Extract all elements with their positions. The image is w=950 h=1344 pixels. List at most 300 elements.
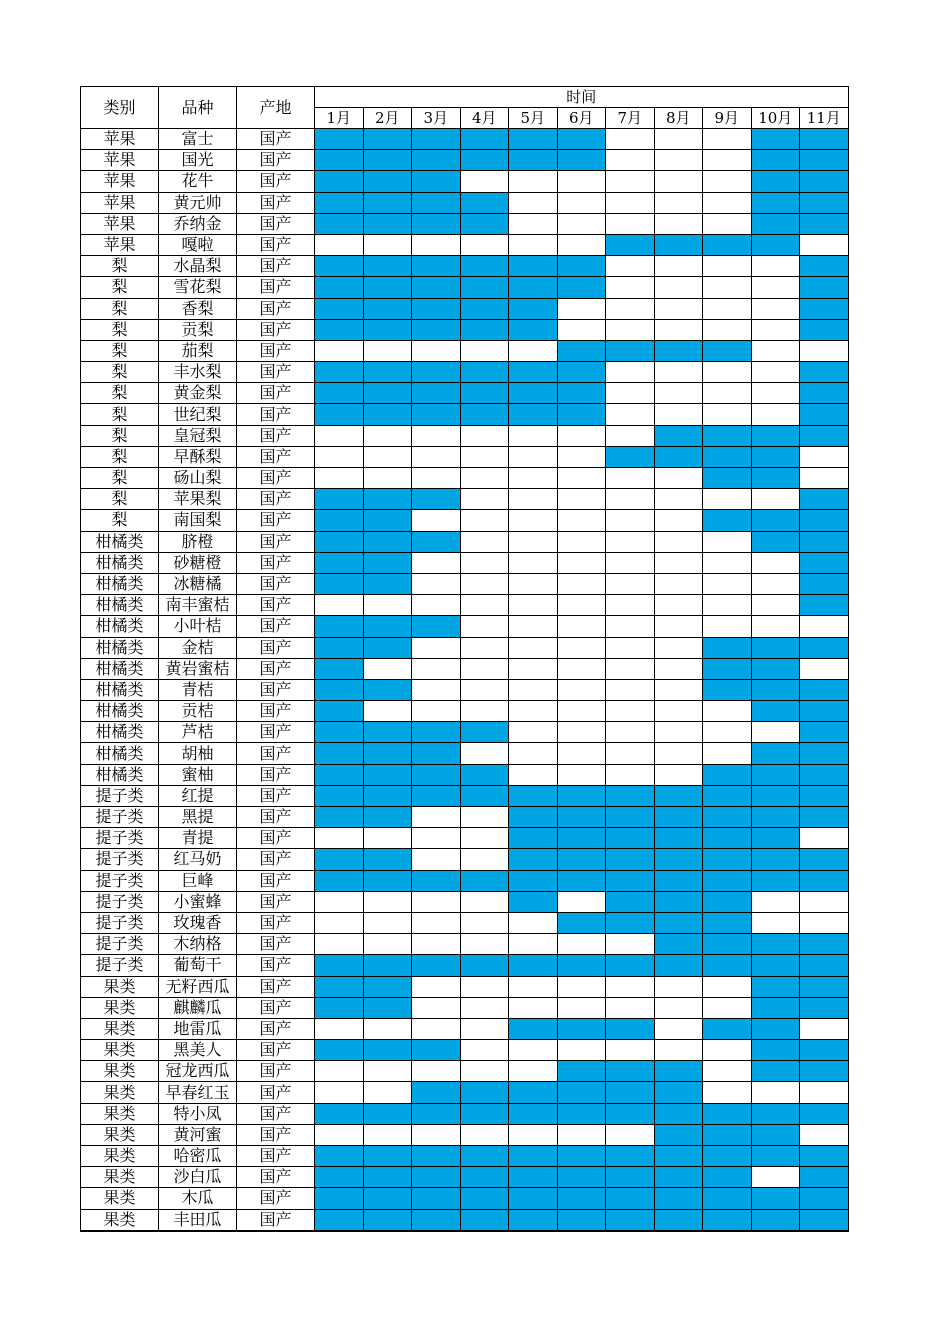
month-cell-1	[315, 1040, 364, 1061]
month-header-2: 2月	[363, 108, 412, 129]
month-cell-11	[800, 150, 849, 171]
month-cell-2	[363, 489, 412, 510]
origin-cell: 国产	[237, 637, 315, 658]
month-cell-4	[460, 997, 509, 1018]
month-cell-1	[315, 807, 364, 828]
variety-cell: 小蜜蜂	[159, 891, 237, 912]
month-cell-11	[800, 213, 849, 234]
month-cell-3	[412, 1124, 461, 1145]
month-cell-2	[363, 679, 412, 700]
month-cell-7	[606, 595, 655, 616]
month-cell-9	[703, 362, 752, 383]
month-cell-5	[509, 934, 558, 955]
variety-cell: 黄岩蜜桔	[159, 658, 237, 679]
month-cell-5	[509, 976, 558, 997]
month-cell-10	[751, 1018, 800, 1039]
category-cell: 果类	[81, 1167, 159, 1188]
month-cell-9	[703, 849, 752, 870]
month-cell-1	[315, 870, 364, 891]
month-cell-11	[800, 891, 849, 912]
month-cell-1	[315, 1146, 364, 1167]
table-row	[81, 1018, 849, 1039]
category-cell: 柑橘类	[81, 743, 159, 764]
month-cell-2	[363, 976, 412, 997]
month-cell-1	[315, 510, 364, 531]
header-time: 时间	[315, 87, 849, 108]
month-cell-11	[800, 468, 849, 489]
month-cell-4	[460, 934, 509, 955]
month-cell-1	[315, 976, 364, 997]
month-cell-9	[703, 764, 752, 785]
month-cell-2	[363, 531, 412, 552]
month-cell-4	[460, 510, 509, 531]
origin-cell: 国产	[237, 404, 315, 425]
month-cell-5	[509, 1082, 558, 1103]
origin-cell: 国产	[237, 256, 315, 277]
variety-cell: 富士	[159, 129, 237, 150]
month-cell-11	[800, 722, 849, 743]
month-cell-2	[363, 997, 412, 1018]
month-cell-7	[606, 552, 655, 573]
month-cell-1	[315, 658, 364, 679]
month-cell-3	[412, 552, 461, 573]
month-cell-8	[654, 785, 703, 806]
month-cell-10	[751, 256, 800, 277]
month-cell-2	[363, 362, 412, 383]
month-cell-7	[606, 1146, 655, 1167]
origin-cell: 国产	[237, 807, 315, 828]
month-cell-2	[363, 383, 412, 404]
month-cell-4	[460, 150, 509, 171]
month-cell-4	[460, 192, 509, 213]
month-cell-8	[654, 870, 703, 891]
month-cell-11	[800, 1209, 849, 1231]
month-cell-2	[363, 1188, 412, 1209]
table-row	[81, 1103, 849, 1124]
origin-cell: 国产	[237, 192, 315, 213]
month-cell-5	[509, 1124, 558, 1145]
month-cell-9	[703, 934, 752, 955]
origin-cell: 国产	[237, 362, 315, 383]
month-cell-2	[363, 1018, 412, 1039]
month-cell-6	[557, 912, 606, 933]
month-cell-8	[654, 1188, 703, 1209]
month-cell-7	[606, 997, 655, 1018]
origin-cell: 国产	[237, 722, 315, 743]
month-cell-4	[460, 319, 509, 340]
month-cell-3	[412, 150, 461, 171]
month-cell-8	[654, 298, 703, 319]
month-cell-10	[751, 807, 800, 828]
month-cell-3	[412, 701, 461, 722]
month-cell-4	[460, 468, 509, 489]
month-cell-6	[557, 1209, 606, 1231]
month-cell-2	[363, 743, 412, 764]
month-cell-4	[460, 531, 509, 552]
category-cell: 梨	[81, 362, 159, 383]
month-cell-7	[606, 1040, 655, 1061]
month-cell-3	[412, 573, 461, 594]
month-cell-6	[557, 213, 606, 234]
month-cell-9	[703, 807, 752, 828]
table-row	[81, 828, 849, 849]
origin-cell: 国产	[237, 764, 315, 785]
variety-cell: 木瓜	[159, 1188, 237, 1209]
category-cell: 提子类	[81, 891, 159, 912]
month-cell-4	[460, 785, 509, 806]
month-cell-6	[557, 658, 606, 679]
origin-cell: 国产	[237, 595, 315, 616]
month-cell-10	[751, 764, 800, 785]
month-cell-7	[606, 1167, 655, 1188]
month-header-7: 7月	[606, 108, 655, 129]
month-cell-3	[412, 679, 461, 700]
category-cell: 提子类	[81, 870, 159, 891]
category-cell: 果类	[81, 1188, 159, 1209]
table-row	[81, 658, 849, 679]
month-cell-6	[557, 340, 606, 361]
variety-cell: 小叶桔	[159, 616, 237, 637]
variety-cell: 青提	[159, 828, 237, 849]
month-cell-3	[412, 1146, 461, 1167]
month-cell-9	[703, 383, 752, 404]
category-cell: 提子类	[81, 849, 159, 870]
month-cell-10	[751, 129, 800, 150]
variety-cell: 水晶梨	[159, 256, 237, 277]
table-row	[81, 234, 849, 255]
month-cell-6	[557, 573, 606, 594]
month-cell-11	[800, 616, 849, 637]
month-cell-2	[363, 785, 412, 806]
month-cell-5	[509, 658, 558, 679]
month-cell-6	[557, 298, 606, 319]
month-cell-11	[800, 1103, 849, 1124]
month-cell-2	[363, 701, 412, 722]
month-cell-1	[315, 468, 364, 489]
month-cell-1	[315, 383, 364, 404]
origin-cell: 国产	[237, 277, 315, 298]
month-cell-2	[363, 1082, 412, 1103]
month-cell-7	[606, 1061, 655, 1082]
month-cell-10	[751, 1061, 800, 1082]
month-cell-2	[363, 510, 412, 531]
category-cell: 果类	[81, 1061, 159, 1082]
month-cell-10	[751, 849, 800, 870]
month-cell-7	[606, 1209, 655, 1231]
month-cell-2	[363, 1061, 412, 1082]
month-cell-6	[557, 1103, 606, 1124]
month-cell-4	[460, 849, 509, 870]
category-cell: 提子类	[81, 955, 159, 976]
month-cell-4	[460, 383, 509, 404]
month-header-5: 5月	[509, 108, 558, 129]
month-cell-7	[606, 743, 655, 764]
month-cell-9	[703, 1146, 752, 1167]
variety-cell: 丰田瓜	[159, 1209, 237, 1231]
variety-cell: 无籽西瓜	[159, 976, 237, 997]
month-cell-5	[509, 1040, 558, 1061]
month-cell-11	[800, 934, 849, 955]
category-cell: 柑橘类	[81, 531, 159, 552]
month-cell-5	[509, 828, 558, 849]
month-cell-4	[460, 404, 509, 425]
month-cell-5	[509, 362, 558, 383]
month-cell-2	[363, 573, 412, 594]
month-cell-1	[315, 595, 364, 616]
month-cell-11	[800, 1040, 849, 1061]
month-cell-8	[654, 891, 703, 912]
variety-cell: 早酥梨	[159, 446, 237, 467]
month-cell-4	[460, 552, 509, 573]
table-row	[81, 679, 849, 700]
table-row	[81, 785, 849, 806]
month-cell-2	[363, 828, 412, 849]
month-cell-6	[557, 785, 606, 806]
month-cell-9	[703, 870, 752, 891]
month-cell-7	[606, 870, 655, 891]
variety-cell: 沙白瓜	[159, 1167, 237, 1188]
variety-cell: 嘎啦	[159, 234, 237, 255]
month-cell-5	[509, 912, 558, 933]
month-cell-3	[412, 595, 461, 616]
month-cell-8	[654, 637, 703, 658]
month-cell-11	[800, 129, 849, 150]
month-cell-5	[509, 468, 558, 489]
month-cell-6	[557, 616, 606, 637]
month-cell-4	[460, 870, 509, 891]
month-cell-6	[557, 595, 606, 616]
month-cell-3	[412, 234, 461, 255]
month-cell-4	[460, 1040, 509, 1061]
month-cell-11	[800, 807, 849, 828]
month-cell-10	[751, 1209, 800, 1231]
category-cell: 果类	[81, 997, 159, 1018]
month-cell-8	[654, 701, 703, 722]
month-cell-11	[800, 489, 849, 510]
month-cell-4	[460, 256, 509, 277]
table-row	[81, 171, 849, 192]
month-cell-6	[557, 531, 606, 552]
month-cell-9	[703, 234, 752, 255]
variety-cell: 黑美人	[159, 1040, 237, 1061]
month-cell-11	[800, 743, 849, 764]
category-cell: 柑橘类	[81, 701, 159, 722]
month-cell-1	[315, 1209, 364, 1231]
month-cell-5	[509, 319, 558, 340]
variety-cell: 芦桔	[159, 722, 237, 743]
category-cell: 果类	[81, 1040, 159, 1061]
month-cell-2	[363, 256, 412, 277]
month-header-8: 8月	[654, 108, 703, 129]
origin-cell: 国产	[237, 552, 315, 573]
month-cell-8	[654, 807, 703, 828]
month-cell-1	[315, 955, 364, 976]
month-cell-6	[557, 510, 606, 531]
month-cell-3	[412, 828, 461, 849]
category-cell: 提子类	[81, 785, 159, 806]
month-cell-11	[800, 912, 849, 933]
month-cell-3	[412, 383, 461, 404]
month-cell-7	[606, 934, 655, 955]
month-cell-2	[363, 340, 412, 361]
month-cell-7	[606, 891, 655, 912]
month-cell-9	[703, 1188, 752, 1209]
category-cell: 梨	[81, 425, 159, 446]
category-cell: 梨	[81, 468, 159, 489]
month-cell-5	[509, 150, 558, 171]
month-cell-11	[800, 362, 849, 383]
month-cell-10	[751, 234, 800, 255]
month-cell-11	[800, 701, 849, 722]
category-cell: 苹果	[81, 234, 159, 255]
month-cell-11	[800, 828, 849, 849]
month-cell-11	[800, 234, 849, 255]
month-cell-5	[509, 425, 558, 446]
category-cell: 柑橘类	[81, 679, 159, 700]
table-row	[81, 446, 849, 467]
category-cell: 柑橘类	[81, 722, 159, 743]
month-cell-10	[751, 340, 800, 361]
month-cell-5	[509, 234, 558, 255]
month-cell-10	[751, 362, 800, 383]
month-cell-6	[557, 1061, 606, 1082]
table-row	[81, 552, 849, 573]
table-row	[81, 1061, 849, 1082]
table-row	[81, 277, 849, 298]
month-cell-2	[363, 1146, 412, 1167]
month-cell-11	[800, 298, 849, 319]
month-cell-11	[800, 510, 849, 531]
month-cell-7	[606, 1188, 655, 1209]
month-cell-3	[412, 658, 461, 679]
month-cell-9	[703, 129, 752, 150]
month-cell-1	[315, 340, 364, 361]
month-cell-4	[460, 1209, 509, 1231]
month-cell-10	[751, 743, 800, 764]
category-cell: 梨	[81, 298, 159, 319]
category-cell: 果类	[81, 1018, 159, 1039]
month-cell-5	[509, 849, 558, 870]
month-cell-2	[363, 404, 412, 425]
month-cell-10	[751, 912, 800, 933]
month-cell-2	[363, 870, 412, 891]
category-cell: 提子类	[81, 912, 159, 933]
month-cell-1	[315, 912, 364, 933]
month-cell-8	[654, 319, 703, 340]
availability-table	[80, 86, 849, 1232]
table-row	[81, 976, 849, 997]
month-cell-3	[412, 912, 461, 933]
month-cell-10	[751, 934, 800, 955]
variety-cell: 砀山梨	[159, 468, 237, 489]
month-cell-6	[557, 955, 606, 976]
month-cell-11	[800, 1018, 849, 1039]
month-cell-7	[606, 213, 655, 234]
month-cell-7	[606, 955, 655, 976]
month-cell-5	[509, 595, 558, 616]
month-cell-3	[412, 764, 461, 785]
month-cell-2	[363, 764, 412, 785]
table-row	[81, 870, 849, 891]
table-body	[81, 129, 849, 1231]
month-cell-11	[800, 1061, 849, 1082]
month-cell-2	[363, 319, 412, 340]
month-cell-10	[751, 510, 800, 531]
month-cell-4	[460, 722, 509, 743]
category-cell: 柑橘类	[81, 764, 159, 785]
category-cell: 柑橘类	[81, 552, 159, 573]
category-cell: 梨	[81, 404, 159, 425]
variety-cell: 黄河蜜	[159, 1124, 237, 1145]
month-cell-8	[654, 425, 703, 446]
month-cell-4	[460, 912, 509, 933]
month-cell-4	[460, 277, 509, 298]
month-cell-7	[606, 150, 655, 171]
month-cell-10	[751, 997, 800, 1018]
table-row	[81, 616, 849, 637]
month-cell-5	[509, 277, 558, 298]
table-row	[81, 764, 849, 785]
month-cell-9	[703, 637, 752, 658]
month-cell-6	[557, 976, 606, 997]
month-cell-4	[460, 213, 509, 234]
month-cell-11	[800, 552, 849, 573]
month-cell-8	[654, 256, 703, 277]
month-cell-6	[557, 256, 606, 277]
table-row	[81, 362, 849, 383]
table-row	[81, 849, 849, 870]
month-cell-8	[654, 446, 703, 467]
table-row	[81, 319, 849, 340]
month-cell-7	[606, 362, 655, 383]
month-cell-7	[606, 234, 655, 255]
month-cell-8	[654, 722, 703, 743]
month-cell-5	[509, 489, 558, 510]
month-cell-1	[315, 616, 364, 637]
table-row	[81, 213, 849, 234]
month-cell-11	[800, 976, 849, 997]
month-cell-2	[363, 722, 412, 743]
variety-cell: 胡柚	[159, 743, 237, 764]
variety-cell: 红马奶	[159, 849, 237, 870]
month-cell-9	[703, 595, 752, 616]
month-cell-5	[509, 298, 558, 319]
month-cell-7	[606, 637, 655, 658]
month-cell-8	[654, 828, 703, 849]
table-row	[81, 256, 849, 277]
month-cell-5	[509, 446, 558, 467]
month-cell-1	[315, 1167, 364, 1188]
month-cell-2	[363, 1167, 412, 1188]
month-cell-7	[606, 298, 655, 319]
month-cell-1	[315, 129, 364, 150]
table-row	[81, 595, 849, 616]
table-row	[81, 531, 849, 552]
month-cell-7	[606, 531, 655, 552]
month-cell-3	[412, 362, 461, 383]
month-cell-8	[654, 679, 703, 700]
month-cell-5	[509, 383, 558, 404]
month-cell-1	[315, 573, 364, 594]
category-cell: 果类	[81, 976, 159, 997]
table-row	[81, 340, 849, 361]
month-cell-10	[751, 150, 800, 171]
month-cell-6	[557, 1146, 606, 1167]
month-cell-7	[606, 383, 655, 404]
month-cell-4	[460, 1146, 509, 1167]
month-cell-8	[654, 340, 703, 361]
origin-cell: 国产	[237, 383, 315, 404]
